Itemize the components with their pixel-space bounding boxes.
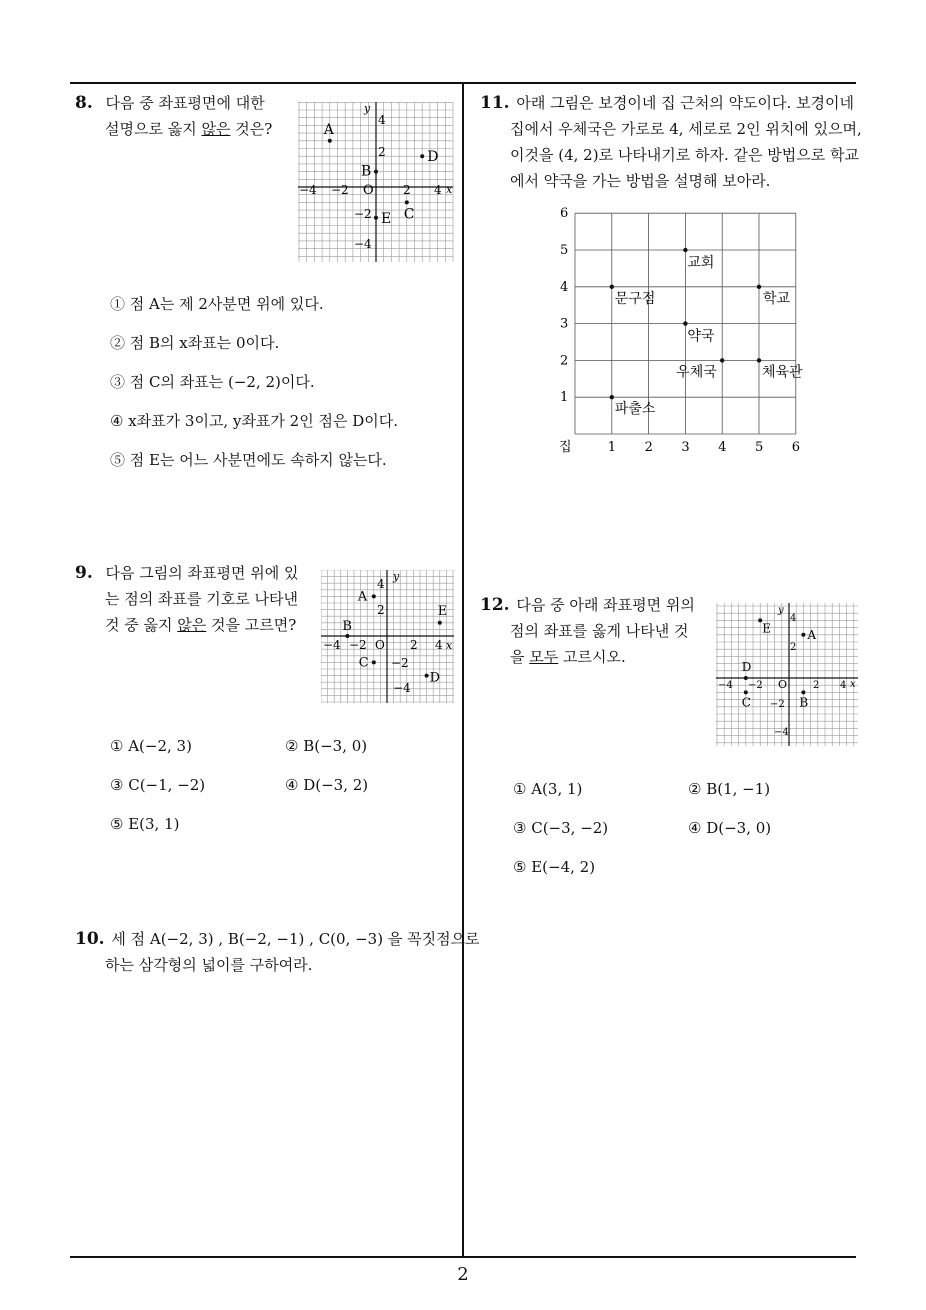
tick-label: −4 xyxy=(393,681,411,695)
place-label: 체육관 xyxy=(762,364,803,381)
tick-label: 4 xyxy=(840,680,847,691)
q8-option-1[interactable]: ① 점 A는 제 2사분면 위에 있다. xyxy=(110,295,324,313)
point-b xyxy=(374,170,378,174)
question-11: 11. 아래 그림은 보경이네 집 근처의 약도이다. 보경이네 집에서 우체국은 가로로 4, 세로로 2인 위치에 있으며, 이것을 (4, 2)로 나타내기로 하자. 같은 방법으로 학교 에서 약국을 가는 방법을 설명해 보아라. xyxy=(480,93,862,190)
tick-label: −4 xyxy=(354,237,372,251)
y-axis-label: y xyxy=(393,570,400,583)
q8-option-3[interactable]: ③ 점 C의 좌표는 (−2, 2)이다. xyxy=(110,373,315,391)
place-marker xyxy=(610,285,614,289)
tick-label: 4 xyxy=(435,638,443,652)
q12-coordinate-graph xyxy=(716,603,859,746)
x-axis-label: x xyxy=(850,679,856,690)
q9-coordinate-graph xyxy=(321,570,456,703)
question-number: 10. xyxy=(75,929,105,949)
tick-label: −4 xyxy=(323,638,341,652)
tick-label: 4 xyxy=(790,613,797,624)
x-tick-label: 4 xyxy=(718,440,727,454)
tick-label: 2 xyxy=(790,642,797,653)
tick-label: −2 xyxy=(349,638,367,652)
place-marker xyxy=(683,321,687,325)
place-marker xyxy=(720,358,724,362)
q11-neighborhood-map xyxy=(555,202,820,454)
y-tick-label: 5 xyxy=(560,243,569,258)
place-label: 우체국 xyxy=(676,364,717,381)
question-number: 11. xyxy=(480,93,510,113)
tick-label: −4 xyxy=(299,183,317,197)
q12-option-4[interactable]: ④ D(−3, 0) xyxy=(688,819,772,837)
point-a xyxy=(328,139,332,143)
point-label: C xyxy=(741,695,751,710)
place-label: 문구점 xyxy=(614,290,656,307)
tick-label: −4 xyxy=(774,727,789,738)
question-text: 다음 그림의 좌표평면 위에 있 xyxy=(105,564,299,582)
question-text: 다음 중 좌표평면에 대한 xyxy=(105,94,265,112)
q8-coordinate-graph xyxy=(298,102,458,262)
q8-option-5[interactable]: ⑤ 점 E는 어느 사분면에도 속하지 않는다. xyxy=(110,451,387,469)
point-label: A xyxy=(357,589,368,605)
question-number: 9. xyxy=(75,563,93,583)
point-d xyxy=(425,674,429,678)
point-c xyxy=(372,660,376,664)
column-divider xyxy=(462,82,464,1257)
question-number: 12. xyxy=(480,595,510,615)
question-text: 세 점 A(−2, 3) , B(−2, −1) , C(0, −3) 을 꼭짓점으로 xyxy=(111,930,480,948)
y-tick-label: 4 xyxy=(560,279,569,295)
origin-label: 집 xyxy=(559,440,572,454)
tick-label: 2 xyxy=(377,603,385,617)
page-number: 2 xyxy=(457,1264,469,1285)
question-8: 8. 다음 중 좌표평면에 대한 설명으로 옳지 않은 것은? xyxy=(75,93,273,138)
y-tick-label: 6 xyxy=(560,206,569,222)
y-axis-label: y xyxy=(364,102,371,115)
question-text: 아래 그림은 보경이네 집 근처의 약도이다. 보경이네 xyxy=(516,94,855,112)
q12-option-5[interactable]: ⑤ E(−4, 2) xyxy=(513,858,596,876)
point-label: A xyxy=(323,121,334,138)
tick-label: −2 xyxy=(331,183,349,197)
point-label: E xyxy=(762,621,771,636)
x-tick-label: 2 xyxy=(644,440,653,454)
tick-label: 2 xyxy=(378,145,386,159)
tick-label: 2 xyxy=(813,680,820,691)
origin-label: O xyxy=(375,638,385,652)
underlined-word: 않은 xyxy=(177,616,207,634)
point-b xyxy=(801,690,805,694)
place-label: 교회 xyxy=(687,255,715,271)
q9-option-5[interactable]: ⑤ E(3, 1) xyxy=(110,815,180,833)
bottom-rule xyxy=(70,1256,856,1258)
x-axis-label: x xyxy=(446,183,453,196)
place-label: 약국 xyxy=(687,328,715,345)
place-marker xyxy=(683,248,687,252)
x-tick-label: 3 xyxy=(681,440,690,454)
underlined-word: 모두 xyxy=(529,648,559,666)
point-e xyxy=(374,216,378,220)
q8-option-4[interactable]: ④ x좌표가 3이고, y좌표가 2인 점은 D이다. xyxy=(110,412,399,430)
tick-label: 4 xyxy=(377,577,385,591)
point-label: D xyxy=(427,149,439,166)
tick-label: −2 xyxy=(354,207,372,221)
point-label: C xyxy=(358,655,369,671)
point-d xyxy=(744,676,748,680)
place-marker xyxy=(757,358,761,362)
point-a xyxy=(372,594,376,598)
origin-label: O xyxy=(363,183,374,198)
q9-option-2[interactable]: ② B(−3, 0) xyxy=(285,737,368,755)
point-label: E xyxy=(381,210,392,227)
x-axis-label: x xyxy=(446,639,453,652)
point-label: E xyxy=(437,603,448,619)
place-marker xyxy=(610,395,614,399)
question-9: 9. 다음 그림의 좌표평면 위에 있 는 점의 좌표를 기호로 나타낸 것 중 옳지 않은 것을 고르면? xyxy=(75,563,299,634)
q9-option-3[interactable]: ③ C(−1, −2) xyxy=(110,776,206,794)
y-tick-label: 2 xyxy=(560,353,569,369)
q8-option-2[interactable]: ② 점 B의 x좌표는 0이다. xyxy=(110,334,280,352)
tick-label: 2 xyxy=(403,183,411,197)
q9-option-4[interactable]: ④ D(−3, 2) xyxy=(285,776,369,794)
place-marker xyxy=(757,285,761,289)
q12-option-1[interactable]: ① A(3, 1) xyxy=(513,780,583,798)
x-tick-label: 6 xyxy=(791,440,801,454)
q12-option-2[interactable]: ② B(1, −1) xyxy=(688,780,771,798)
tick-label: −2 xyxy=(748,680,763,691)
point-label: D xyxy=(741,660,752,674)
q12-option-3[interactable]: ③ C(−3, −2) xyxy=(513,819,609,837)
point-d xyxy=(420,154,424,158)
y-axis-label: y xyxy=(778,605,784,616)
underlined-word: 않은 xyxy=(201,120,231,138)
tick-label: 4 xyxy=(378,113,386,127)
point-label: B xyxy=(361,163,372,180)
point-label: B xyxy=(342,619,352,634)
x-tick-label: 5 xyxy=(755,440,764,454)
q9-option-1[interactable]: ① A(−2, 3) xyxy=(110,737,192,755)
tick-label: 4 xyxy=(434,183,442,197)
point-a xyxy=(801,633,805,637)
point-label: D xyxy=(429,670,441,686)
point-c xyxy=(744,690,748,694)
place-label: 파출소 xyxy=(614,401,656,418)
tick-label: −2 xyxy=(770,699,785,710)
point-label: C xyxy=(403,206,415,223)
tick-label: −2 xyxy=(391,656,409,670)
origin-label: O xyxy=(778,678,788,691)
tick-label: 2 xyxy=(410,638,418,652)
question-text: 다음 중 아래 좌표평면 위의 xyxy=(516,596,695,614)
question-10: 10. 세 점 A(−2, 3) , B(−2, −1) , C(0, −3) 을 꼭짓점으로 하는 삼각형의 넓이를 구하여라. xyxy=(75,929,480,974)
place-label: 학교 xyxy=(763,290,791,307)
question-number: 8. xyxy=(75,93,93,113)
tick-label: −4 xyxy=(718,680,733,691)
point-b xyxy=(345,634,349,638)
y-tick-label: 3 xyxy=(560,316,569,332)
question-12: 12. 다음 중 아래 좌표평면 위의 점의 좌표를 옳게 나타낸 것 을 모두 고르시오. xyxy=(480,595,695,666)
x-tick-label: 1 xyxy=(607,440,617,454)
y-tick-label: 1 xyxy=(560,390,569,406)
point-label: B xyxy=(799,695,809,710)
point-label: A xyxy=(807,627,817,642)
point-c xyxy=(405,200,409,204)
point-e xyxy=(438,621,442,625)
